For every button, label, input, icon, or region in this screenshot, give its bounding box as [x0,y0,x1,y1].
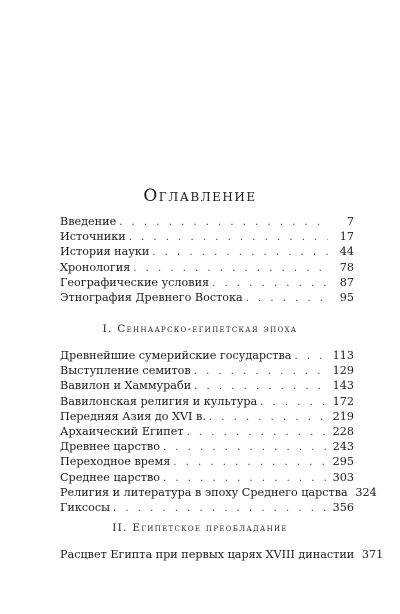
dot-leader [173,455,328,470]
toc-entry [60,290,354,305]
toc-list-section-1 [60,348,377,515]
entry-title: Вавилонская религия и культура [60,394,258,408]
toc-entry [60,244,354,259]
toc-entry [60,260,354,275]
dot-leader [187,425,328,440]
entry-title: Хронология [60,260,131,274]
entry-title: Этнография Древнего Востока [60,290,243,304]
entry-title: История науки [60,245,150,259]
entry-page-number: 172 [332,394,354,408]
dot-leader [163,440,328,455]
entry-title: Архаический Египет [60,424,184,438]
dot-leader [260,395,328,410]
section-heading: I. Сеннаарско-египетская эпоха [102,323,298,335]
toc-entry [60,229,354,244]
toc-list-section-2 [60,547,384,562]
dot-leader [133,261,328,276]
toc-entry [60,363,354,378]
dot-leader [246,291,328,306]
entry-title: Выступление семитов [60,364,191,378]
entry-title: Переходное время [60,455,171,469]
dot-leader [194,364,328,379]
dot-leader [113,501,328,516]
toc-entry [60,409,354,424]
entry-page-number: 87 [339,275,354,289]
entry-page-number: 129 [332,364,354,378]
toc-entry [60,275,354,290]
dot-leader [129,230,328,245]
toc-entry [60,454,354,469]
toc-entry [60,439,354,454]
entry-title: Древнейшие сумерийские государства [60,349,292,362]
toc-entry [60,348,354,363]
entry-page-number: 371 [361,548,384,561]
entry-page-number: 243 [332,440,354,454]
entry-title: Гиксосы [60,500,111,514]
entry-title: Вавилон и Хаммураби [60,379,192,393]
entry-page-number: 78 [339,260,354,274]
entry-title: Географические условия [60,275,210,289]
toc-list-introduction [60,214,354,305]
toc-entry [60,470,354,485]
toc-entry [60,394,354,409]
entry-title: Среднее царство [60,470,160,484]
section-heading: II. Египетское преобладание [112,522,288,534]
toc-entry [60,485,377,500]
entry-page-number: 303 [332,470,354,484]
toc-entry [60,500,354,515]
toc-entry [60,547,384,562]
entry-title: Источники [60,230,126,244]
dot-leader [119,215,328,230]
entry-page-number: 44 [339,245,354,259]
entry-page-number: 17 [339,230,354,244]
entry-title: Передняя Азия до XVI в. [60,409,206,423]
entry-page-number: 295 [332,455,354,469]
dot-leader [163,471,328,486]
dot-leader [209,410,328,425]
toc-entry [60,378,354,393]
entry-page-number: 228 [332,424,354,438]
dot-leader [294,349,328,364]
entry-page-number: 356 [332,500,354,514]
page-title: Оглавление [143,186,257,206]
entry-page-number: 143 [332,379,354,393]
entry-title: Древнее царство [60,440,160,454]
entry-title: Религия и литература в эпоху Среднего царства [60,485,348,499]
entry-page-number: 95 [339,290,354,304]
entry-title: Расцвет Египта при первых царях XVIII династии [60,548,355,561]
entry-page-number: 7 [346,215,354,228]
toc-entry [60,214,354,229]
dot-leader [212,276,328,291]
entry-page-number: 113 [332,349,354,362]
entry-page-number: 324 [355,485,377,499]
dot-leader [194,379,328,394]
dot-leader [152,245,328,260]
entry-title: Введение [60,215,117,228]
entry-page-number: 219 [332,409,354,423]
toc-entry [60,424,354,439]
